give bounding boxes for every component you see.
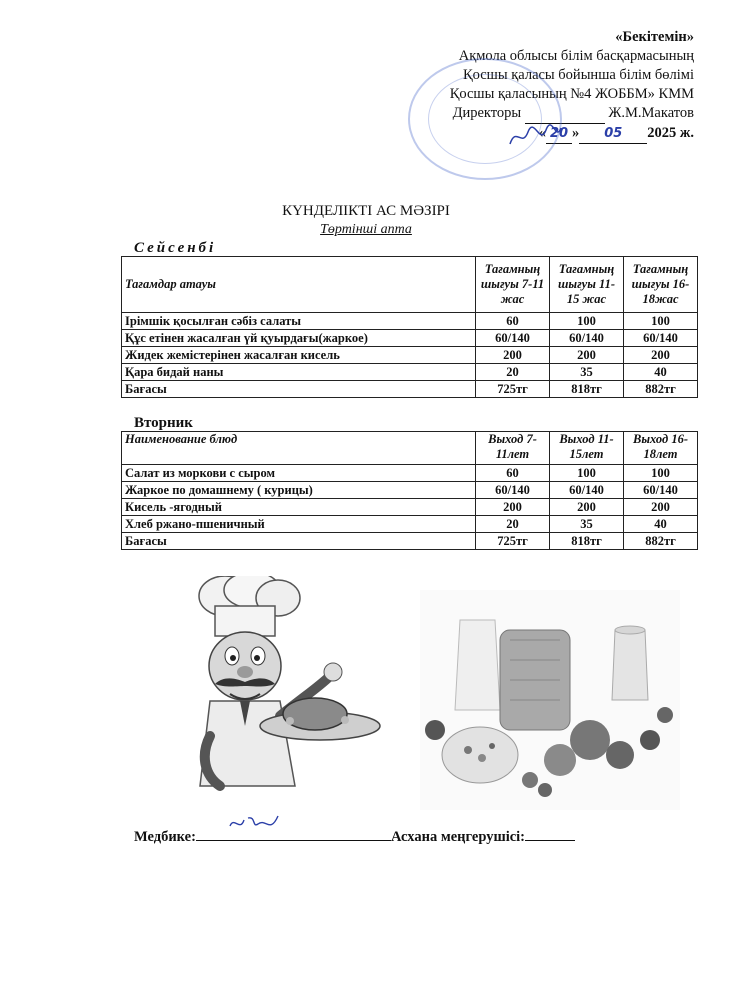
table-row: Ірімшік қосылған сәбіз салаты 60 100 100 — [122, 313, 698, 330]
price-row: Бағасы 725тг 818тг 882тг — [122, 381, 698, 398]
day2-name: Вторник — [134, 415, 193, 431]
day1-name: Сейсенбі — [134, 240, 217, 256]
table-row: Салат из моркови с сыром 60 100 100 — [122, 465, 698, 482]
header-age-16-18: Выход 16-18лет — [624, 432, 698, 465]
nurse-signature-line — [196, 826, 391, 841]
official-stamp — [408, 58, 562, 180]
table-row: Құс етінен жасалған үй қуырдағы(жаркое) 60/140 60/140 60/140 — [122, 330, 698, 347]
menu-title: КҮНДЕЛІКТІ АС МӘЗІРІ — [282, 203, 450, 219]
table-header-row — [122, 257, 698, 313]
approval-line-school: Қосшы қаласының №4 ЖОББМ» КММ — [449, 86, 694, 102]
table-row: Жидек жемістерінен жасалған кисель 200 200 200 — [122, 347, 698, 364]
header-age-11-15: Тағамның шығуы 11-15 жас — [550, 257, 624, 313]
header-age-16-18: Тағамның шығуы 16-18жас — [624, 257, 698, 313]
director-name: Ж.М.Макатов — [608, 105, 694, 121]
header-dish: Наименование блюд — [122, 432, 476, 465]
chef-illustration — [170, 576, 400, 816]
chef-label: Асхана меңгерушісі: — [390, 829, 526, 845]
header-age-7-11: Выход 7-11лет — [476, 432, 550, 465]
nurse-label: Медбике: — [134, 829, 196, 845]
table-header-row — [122, 432, 698, 465]
table-row: Хлеб ржано-пшеничный 20 35 40 — [122, 516, 698, 533]
header-dish: Тағамдар атауы — [122, 257, 476, 313]
day2-menu-table — [121, 431, 698, 550]
menu-subtitle: Төртінші апта — [320, 222, 412, 237]
nurse-signature — [226, 812, 286, 838]
price-row: Бағасы 725тг 818тг 882тг — [122, 533, 698, 550]
food-illustration — [420, 590, 680, 810]
director-signature — [506, 122, 564, 150]
approval-heading: «Бекітемін» — [615, 29, 694, 45]
header-age-7-11: Тағамның шығуы 7-11 жас — [476, 257, 550, 313]
date-day: 20 — [546, 124, 572, 144]
day1-menu-table — [121, 256, 698, 398]
table-row: Қара бидай наны 20 35 40 — [122, 364, 698, 381]
date-month: 05 — [579, 124, 647, 144]
chef-signature-line — [525, 826, 575, 841]
table-row: Кисель -ягодный 200 200 200 — [122, 499, 698, 516]
date-year: 2025 ж. — [647, 125, 694, 141]
director-label: Директоры — [452, 105, 522, 121]
table-row: Жаркое по домашнему ( курицы) 60/140 60/140 60/140 — [122, 482, 698, 499]
signature-row — [134, 826, 575, 846]
approval-date-line: « 20 » 05 2025 ж. — [450, 124, 694, 144]
approval-line-department: Ақмола облысы білім басқармасының — [458, 48, 694, 64]
approval-line-city: Қосшы қаласы бойынша білім бөлімі — [462, 67, 694, 83]
header-age-11-15: Выход 11-15лет — [550, 432, 624, 465]
